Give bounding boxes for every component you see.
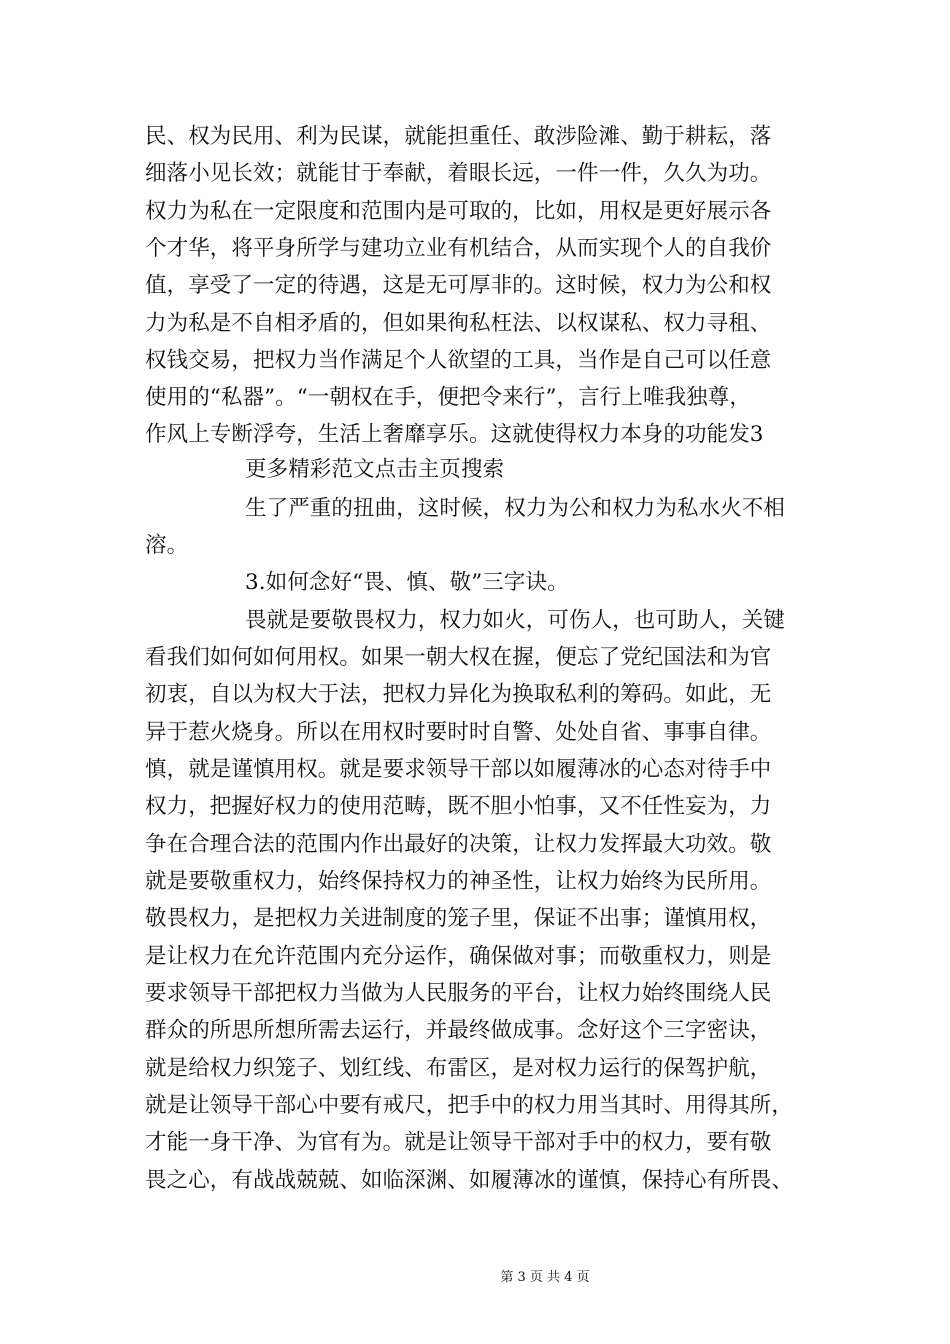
text-line: 敬畏权力，是把权力关进制度的笼子里，保证不出事；谨慎用权， xyxy=(145,906,772,931)
text-line: 初衷，自以为权大于法，把权力异化为换取私利的筹码。如此，无 xyxy=(145,682,772,707)
text-line: 生了严重的扭曲，这时候，权力为公和权力为私水火不相 xyxy=(245,496,786,521)
text-line: 就是要敬重权力，始终保持权力的神圣性，让权力始终为民所用。 xyxy=(145,869,772,894)
text-line: 要求领导干部把权力当做为人民服务的平台，让权力始终围绕人民 xyxy=(145,981,772,1006)
section-heading: 3.如何念好“畏、慎、敬”三字诀。 xyxy=(245,570,569,595)
text-line: 争在合理合法的范围内作出最好的决策，让权力发挥最大功效。敬 xyxy=(145,832,772,857)
text-line: 作风上专断浮夸，生活上奢靡享乐。这就使得权力本身的功能发3 xyxy=(145,422,764,447)
text-line: 看我们如何如何用权。如果一朝大权在握，便忘了党纪国法和为官 xyxy=(145,645,772,670)
text-line: 慎，就是谨慎用权。就是要求领导干部以如履薄冰的心态对待手中 xyxy=(145,757,772,782)
text-line: 就是让领导干部心中要有戒尺，把手中的权力用当其时、用得其所， xyxy=(145,1093,794,1118)
text-line: 个才华，将平身所学与建功立业有机结合，从而实现个人的自我价 xyxy=(145,236,772,261)
text-line: 民、权为民用、利为民谋，就能担重任、敢涉险滩、勤于耕耘，落 xyxy=(145,124,772,149)
text-line: 溶。 xyxy=(145,533,189,558)
text-line: 细落小见长效；就能甘于奉献，着眼长远，一件一件，久久为功。 xyxy=(145,161,772,186)
text-line: 值，享受了一定的待遇，这是无可厚非的。这时候，权力为公和权 xyxy=(145,273,772,298)
text-line: 权力，把握好权力的使用范畴，既不胆小怕事，又不任性妄为，力 xyxy=(145,794,772,819)
promo-text: 更多精彩范文点击主页搜索 xyxy=(245,457,505,482)
text-line: 权钱交易，把权力当作满足个人欲望的工具，当作是自己可以任意 xyxy=(145,348,772,373)
text-line: 就是给权力织笼子、划红线、布雷区，是对权力运行的保驾护航， xyxy=(145,1056,772,1081)
text-line: 畏就是要敬畏权力，权力如火，可伤人，也可助人，关键 xyxy=(245,608,786,633)
text-line: 畏之心，有战战兢兢、如临深渊、如履薄冰的谨慎，保持心有所畏、 xyxy=(145,1168,794,1193)
text-line: 力为私是不自相矛盾的，但如果徇私枉法、以权谋私、权力寻租、 xyxy=(145,311,772,336)
text-line: 是让权力在允许范围内充分运作，确保做对事；而敬重权力，则是 xyxy=(145,944,772,969)
text-line: 群众的所思所想所需去运行，并最终做成事。念好这个三字密诀， xyxy=(145,1018,772,1043)
text-line: 权力为私在一定限度和范围内是可取的，比如，用权是更好展示各 xyxy=(145,199,772,224)
text-line: 才能一身干净、为官有为。就是让领导干部对手中的权力，要有敬 xyxy=(145,1130,772,1155)
text-line: 使用的“私器”。“一朝权在手，便把令来行”，言行上唯我独尊， xyxy=(145,385,751,410)
text-line: 异于惹火烧身。所以在用权时要时时自警、处处自省、事事自律。 xyxy=(145,720,772,745)
page-number: 第 3 页 共 4 页 xyxy=(500,1270,590,1285)
